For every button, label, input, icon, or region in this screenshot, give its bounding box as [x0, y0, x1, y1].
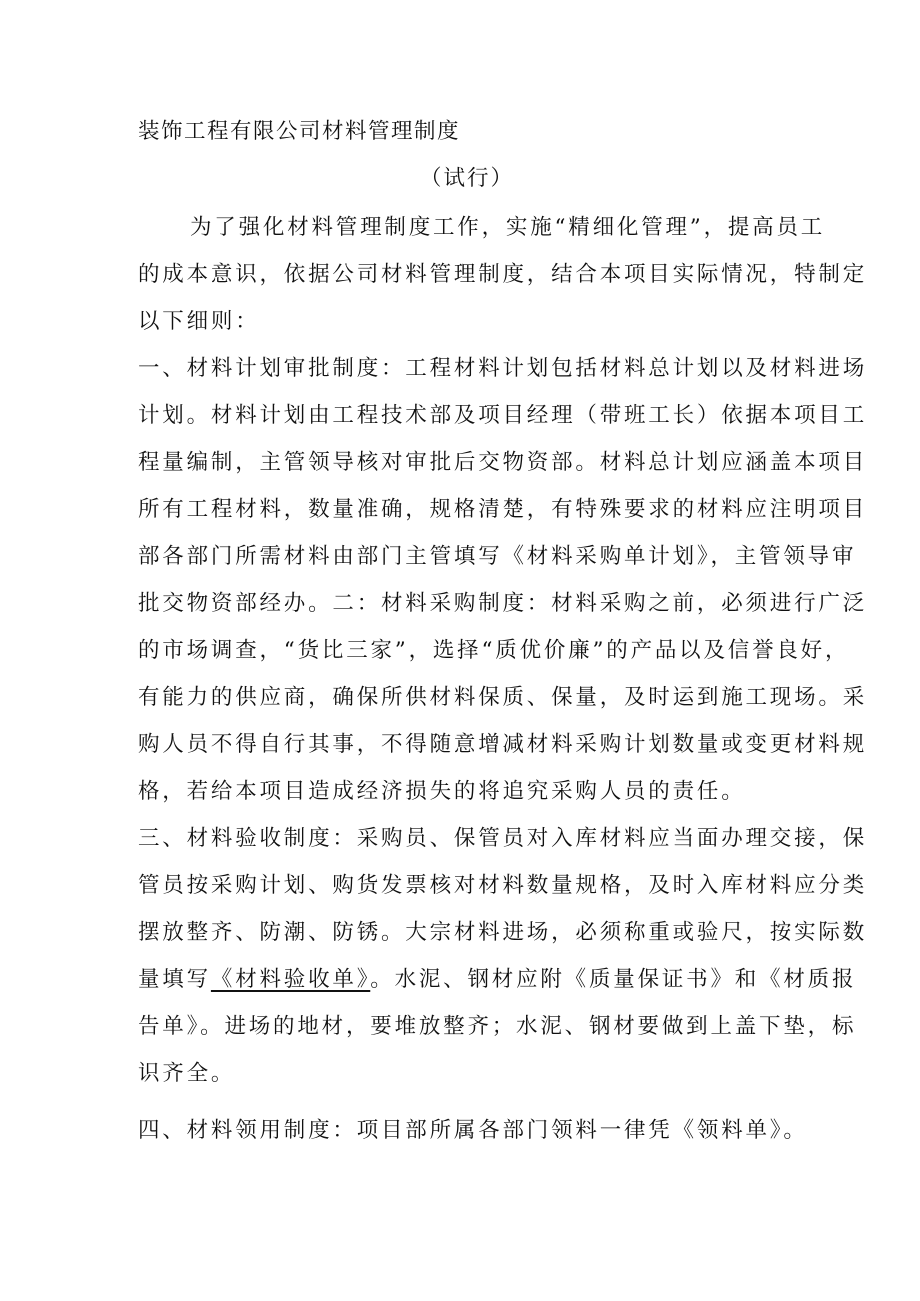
acceptance-form-reference: 《材料验收单》: [210, 967, 371, 992]
paragraph-line: 四、材料领用制度：项目部所属各部门领料一律凭《领料单》。: [138, 1118, 808, 1143]
paragraph-line: 告单》。进场的地材，要堆放整齐；水泥、钢材要做到上盖下垫，标: [138, 1014, 857, 1039]
paragraph-line: 有能力的供应商，确保所供材料保质、保量，及时运到施工现场。采: [138, 685, 868, 710]
paragraph-line: 批交物资部经办。二：材料采购制度：材料采购之前，必须进行广泛: [138, 591, 868, 616]
paragraph-line: 购人员不得自行其事，不得随意增减材料采购计划数量或变更材料规: [138, 732, 868, 757]
paragraph-line: 一、材料计划审批制度：工程材料计划包括材料总计划以及材料进场: [138, 356, 868, 381]
paragraph-line: 识齐全。: [138, 1061, 236, 1086]
document-subtitle: （试行）: [420, 166, 515, 191]
paragraph-line: 三、材料验收制度：采购员、保管员对入库材料应当面办理交接，保: [138, 826, 868, 851]
line-suffix: 。水泥、钢材应附《质量保证书》和《材质报: [370, 967, 857, 992]
paragraph-line: 为了强化材料管理制度工作，实施“精细化管理”，提高员工: [190, 215, 826, 240]
paragraph-line: 程量编制，主管领导核对审批后交物资部。材料总计划应涵盖本项目: [138, 450, 868, 475]
paragraph-line: 摆放整齐、防潮、防锈。大宗材料进场，必须称重或验尺，按实际数: [138, 920, 868, 945]
document-title: 装饰工程有限公司材料管理制度: [138, 119, 461, 144]
paragraph-line: 所有工程材料，数量准确，规格清楚，有特殊要求的材料应注明项目: [138, 497, 868, 522]
paragraph-line: 的市场调查，“货比三家”，选择“质优价廉”的产品以及信誉良好，: [138, 638, 850, 663]
paragraph-line: 管员按采购计划、购货发票核对材料数量规格，及时入库材料应分类: [138, 873, 868, 898]
paragraph-line: 格，若给本项目造成经济损失的将追究采购人员的责任。: [138, 779, 746, 804]
paragraph-line: 部各部门所需材料由部门主管填写《材料采购单计划》，主管领导审: [138, 544, 857, 569]
line-prefix: 量填写: [138, 967, 211, 992]
paragraph-line: 的成本意识，依据公司材料管理制度，结合本项目实际情况，特制定: [138, 262, 868, 287]
paragraph-line: 计划。材料计划由工程技术部及项目经理（带班工长）依据本项目工: [138, 403, 868, 428]
paragraph-line: [138, 965, 857, 995]
paragraph-line: 以下细则：: [138, 309, 260, 334]
